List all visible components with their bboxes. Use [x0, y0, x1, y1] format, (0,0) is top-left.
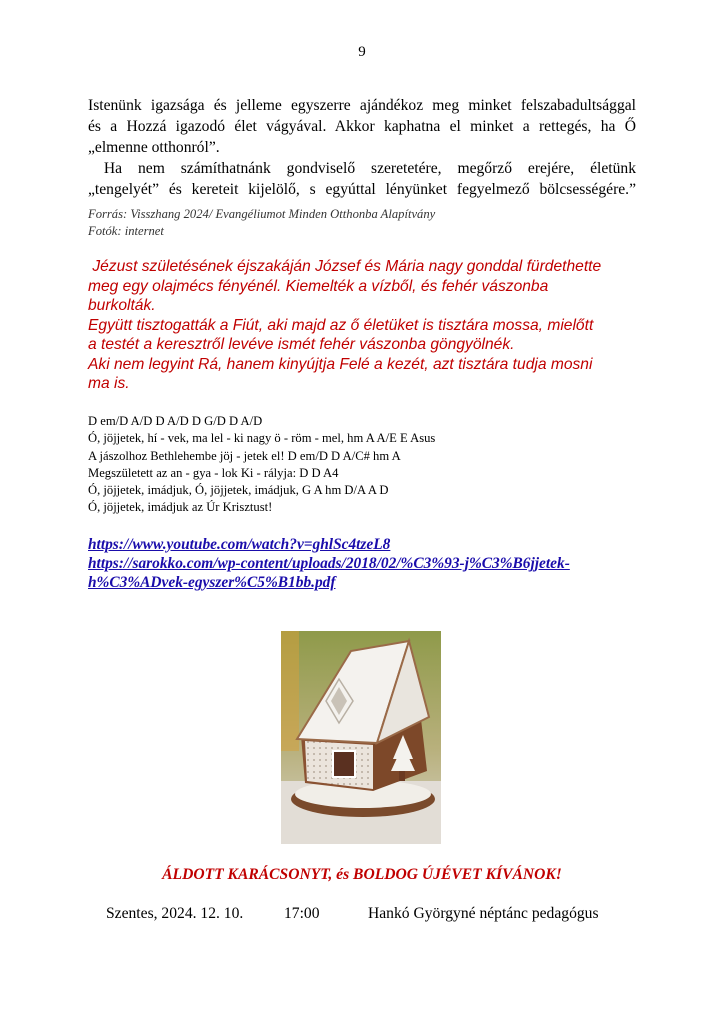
source-line: Forrás: Visszhang 2024/ Evangéliumot Minden Otthonba Alapítvány	[88, 207, 436, 221]
lyrics-line: A jászolhoz Bethlehembe jöj - jetek el! D em/D D A/C# hm A	[88, 448, 401, 463]
red-line: ma is.	[88, 375, 130, 392]
lyrics-line: D em/D A/D D A/D D G/D D A/D	[88, 414, 263, 428]
source-note	[88, 206, 435, 240]
red-line: meg egy olajmécs fényénél. Kiemelték a vízből, és fehér vászonba	[88, 277, 549, 295]
paragraph-line: és a Hozzá igazodó élet vágyával. Akkor kaphatna el minket a rettegés, ha Ő	[88, 118, 636, 135]
lyrics-line: Ó, jöjjetek, imádjuk, Ó, jöjjetek, imádjuk, G A hm D/A A D	[88, 483, 389, 498]
paragraph-line: Istenünk igazsága és jelleme egyszerre ajándékoz meg minket felszabadultsággal	[88, 97, 636, 114]
red-line: Együtt tisztogatták a Fiút, aki majd az ő életüket is tisztára mossa, mielőtt	[88, 316, 594, 334]
sarokko-pdf-link-continued[interactable]: h%C3%ADvek-egyszer%C5%B1bb.pdf	[88, 574, 336, 591]
red-line: Aki nem legyint Rá, hanem kinyújtja Felé a kezét, azt tisztára tudja mosni	[88, 355, 593, 373]
meditation-red-text	[88, 257, 648, 394]
signature-author: Hankó Györgyné néptánc pedagógus	[368, 905, 599, 922]
page-number: 9	[358, 44, 366, 60]
red-line: Jézust születésének éjszakáján József és Mária nagy gonddal fürdethette	[88, 258, 602, 275]
signature-place-date: Szentes, 2024. 12. 10.	[106, 905, 244, 922]
paragraph-line: „tengelyét” és kereteit kijelölő, s egyúttal lényünket fegyelmező bölcsességére.”	[88, 181, 636, 198]
photos-credit: Fotók: internet	[88, 224, 164, 238]
paragraph-line: Ha nem számíthatnánk gondviselő szeretetére, megőrző erejére, életünk	[88, 160, 636, 177]
song-lyrics-chords	[88, 413, 435, 517]
paragraph-line: „elmenne otthonról”.	[88, 139, 220, 156]
gingerbread-house-photo	[281, 631, 441, 844]
paragraph-providence	[88, 158, 636, 200]
youtube-link[interactable]: https://www.youtube.com/watch?v=ghlSc4tzeL8	[88, 536, 391, 553]
christmas-greeting: ÁLDOTT KARÁCSONYT, és BOLDOG ÚJÉVET KÍVÁNOK!	[162, 866, 562, 883]
signature-time: 17:00	[284, 905, 320, 922]
lyrics-line: Ó, jöjjetek, imádjuk az Úr Krisztust!	[88, 500, 273, 515]
red-line: a testét a keresztről levéve ismét fehér vászonba göngyölnék.	[88, 336, 515, 353]
links	[88, 535, 570, 592]
paragraph-justice	[88, 95, 636, 158]
red-line: burkolták.	[88, 297, 156, 314]
lyrics-line: Megszületett az an - gya - lok Ki - rályja: D D A4	[88, 465, 339, 480]
lyrics-line: Ó, jöjjetek, hí - vek, ma lel - ki nagy ö - röm - mel, hm A A/E E Asus	[88, 431, 436, 446]
sarokko-pdf-link[interactable]: https://sarokko.com/wp-content/uploads/2018/02/%C3%93-j%C3%B6jjetek-	[88, 555, 570, 572]
